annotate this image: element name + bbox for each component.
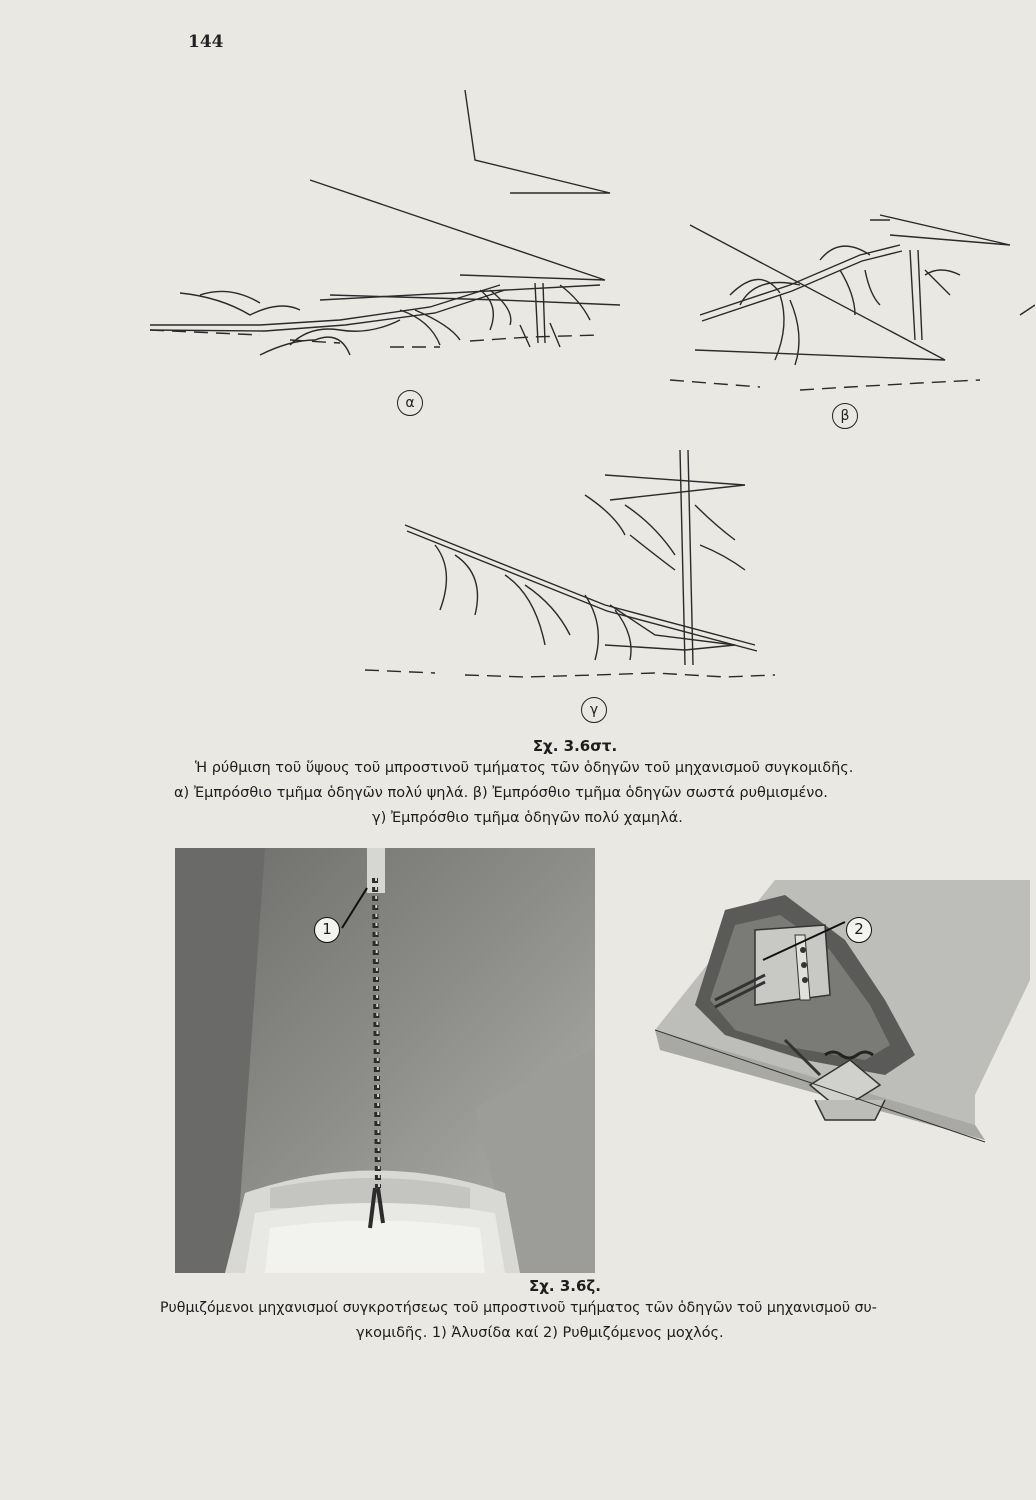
figure-1-caption-line-1: Ἡ ρύθμιση τοῦ ὕψους τοῦ μπροστινοῦ τμήματος τῶν ὁδηγῶν τοῦ μηχανισμοῦ συγκομιδῆς. [195,760,854,776]
figure-2-caption-line-1: Ρυθμιζόμενοι μηχανισμοί συγκροτήσεως τοῦ μπροστινοῦ τμήματος τῶν ὁδηγῶν τοῦ μηχανισμοῦ συ- [160,1300,877,1316]
figure-1-caption-line-3: γ) Ἐμπρόσθιο τμῆμα ὁδηγῶν πολύ χαμηλά. [372,810,683,826]
figure-2-caption-line-2: γκομιδῆς. 1) Ἀλυσίδα καί 2) Ρυθμιζόμενος μοχλός. [356,1325,724,1341]
drawing-a-guide-too-high [140,85,640,385]
callout-1-chain: 1 [314,917,340,943]
page-number: 144 [188,32,224,52]
figure-1-caption-line-2: α) Ἐμπρόσθιο τμῆμα ὁδηγῶν πολύ ψηλά. β) Ἐμπρόσθιο τμῆμα ὁδηγῶν σωστά ρυθμισμένο. [174,785,828,801]
figure-label-a: α [397,390,423,416]
figure-label-c: γ [581,697,607,723]
drawing-b-guide-correct [640,175,1035,395]
figure-2-title: Σχ. 3.6ζ. [529,1277,601,1295]
drawing-c-guide-too-low [355,445,785,695]
photo-chain [175,848,595,1273]
figure-1-title: Σχ. 3.6στ. [532,737,618,755]
photo-adjustable-lever [655,880,1030,1230]
figure-label-b: β [832,403,858,429]
callout-2-lever: 2 [846,917,872,943]
